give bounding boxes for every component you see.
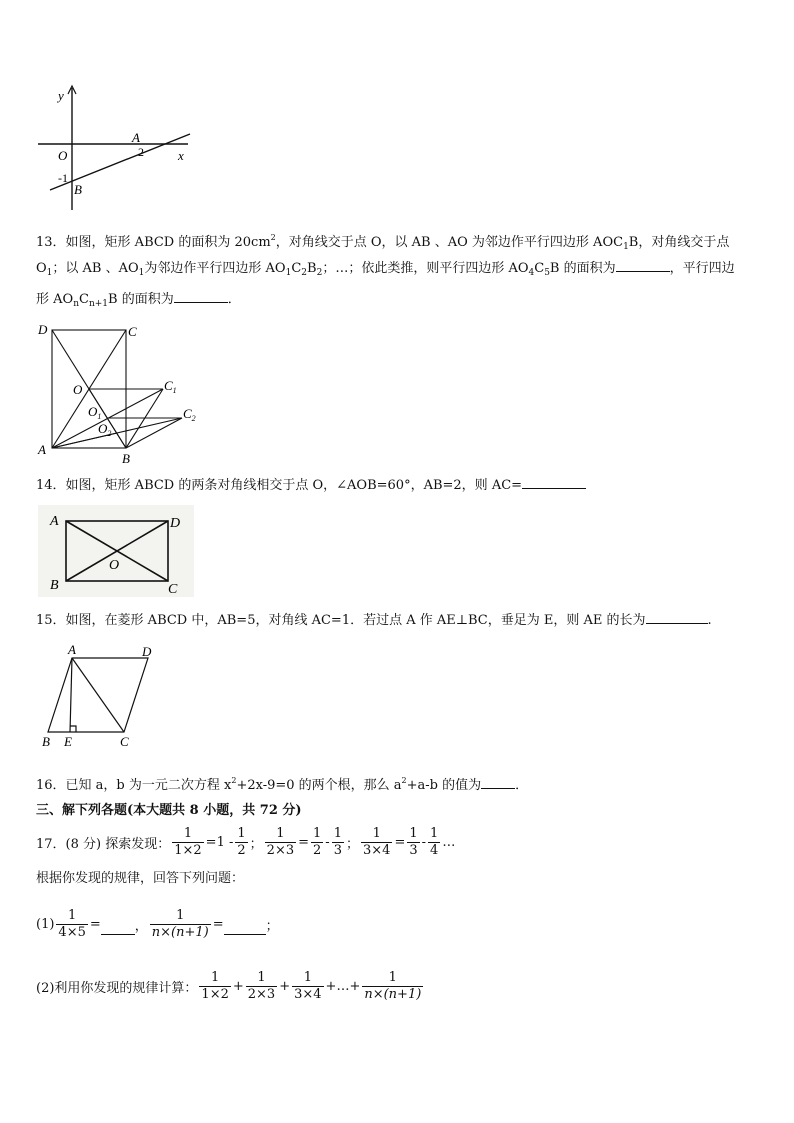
fraction: $\frac{1}{1\times 2}$	[201, 969, 229, 1002]
fig13-c2-label: $C_2$	[183, 406, 196, 423]
fig12-graph	[30, 82, 200, 212]
point-b-label: B	[74, 182, 82, 197]
tick-2-label: 2	[138, 145, 144, 159]
fraction: $\frac{1}{3\times 4}$	[363, 825, 391, 858]
fig15-b-label: B	[42, 734, 50, 749]
fraction: $\frac{1}{4\times 5}$	[58, 907, 86, 940]
fig15-c-label: C	[120, 734, 129, 749]
fig15-rhombus	[34, 640, 164, 752]
section-3-title: 三、解下列各题(本大题共 8 小题，共 72 分)	[36, 803, 302, 818]
fig14-b-label: B	[50, 578, 59, 593]
fig15-e-label: E	[64, 734, 72, 749]
fraction: $\frac{1}{1\times 2}$	[174, 825, 202, 858]
answer-blank[interactable]	[481, 776, 515, 789]
fraction: $\frac{1}{2\times 3}$	[266, 825, 295, 858]
q14-text: 14．如图，矩形 ABCD 的两条对角线相交于点 O，∠AOB=60°，AB=2，则 AC=	[36, 476, 586, 495]
q17-part2: (2)利用你发现的规律计算： $\frac{1}{1\times 2}$ + $\frac{1}{2\times 3}$ + $\frac{1}{3\times 4}$ +…+ $\frac{1}{n\times(n+1)}$	[36, 969, 422, 1002]
fig13-d-label: D	[38, 322, 48, 337]
q17-instruction: 根据你发现的规律，回答下列问题：	[36, 871, 245, 886]
answer-blank[interactable]	[101, 920, 135, 935]
fig14-d-label: D	[170, 516, 181, 531]
fraction: $\frac{1}{n\times(n+1)}$	[151, 907, 209, 940]
fraction: $\frac{1}{2\times 3}$	[247, 969, 276, 1002]
q13-line1: 13．如图，矩形 ABCD 的面积为 $20cm^2$，对角线交于点 O，以 AB 、AO 为邻边作平行四边形 $AOC_1B$，对角线交于点	[36, 233, 730, 252]
q13-line2: $O_1$；以 AB 、$AO_1$为邻边作平行四边形 $AO_1C_2B_2$；…；依此类推，则平行四边形 $AO_4C_5B$ 的面积为 ，平行四边	[36, 261, 735, 278]
graph-line	[50, 134, 190, 190]
answer-blank[interactable]	[174, 290, 228, 303]
q15-text: 15．如图，在菱形 ABCD 中，AB=5，对角线 AC=1．若过点 A 作 AE⊥BC，垂足为 E，则 AE 的长为 .	[36, 613, 712, 628]
fig13-b-label: B	[122, 451, 130, 466]
q16-text: 16．已知 a，b 为一元二次方程 $x^2+2x-9=0$ 的两个根，那么 $a^2+a-b$ 的值为 ．	[36, 776, 529, 793]
answer-blank[interactable]	[646, 611, 708, 624]
x-label: x	[178, 148, 184, 163]
fig14-o-label: O	[109, 558, 120, 573]
origin-label: O	[58, 148, 68, 163]
fig13-o1-label: $O_1$	[88, 404, 102, 421]
fig14-rectangle	[38, 505, 194, 597]
q17-part1: (1) $\frac{1}{4\times 5}$ = ， $\frac{1}{n\times(n+1)}$ = ；	[36, 907, 279, 940]
fraction: $\frac{1}{3}$	[333, 825, 342, 858]
q13-line3: 形 $AO_nC_{n+1}B$ 的面积为 ．	[36, 292, 241, 309]
fig14-a-label: A	[50, 514, 59, 529]
tick-neg1-label: -1	[58, 171, 68, 185]
fig13-rectangle-parallelograms	[30, 318, 210, 468]
fig13-o-label: O	[73, 382, 83, 397]
y-label: y	[58, 88, 64, 103]
fig14-c-label: C	[168, 582, 178, 597]
answer-blank[interactable]	[616, 259, 670, 272]
fig15-a-label: A	[68, 642, 76, 657]
fraction: $\frac{1}{2}$	[237, 825, 246, 858]
fraction: $\frac{1}{2}$	[313, 825, 322, 858]
fig13-c1-label: $C_1$	[164, 378, 177, 395]
fraction: $\frac{1}{4}$	[430, 825, 439, 858]
answer-blank[interactable]	[224, 920, 266, 935]
fig13-a-label: A	[38, 442, 46, 457]
fig13-o2-label: $O_2$	[98, 421, 112, 438]
point-a-label: A	[132, 130, 140, 145]
q17-discovery: 17．(8 分) 探索发现： $\frac{1}{1\times 2}$ =1 - $\frac{1}{2}$ ； $\frac{1}{2\times 3}$ = $\frac{1}{2}$ - $\frac{1}{3}$ ； $\frac{1}{3\times 4}$ = $\frac{1}{3}$ - $\frac{1}{4}$ …	[36, 825, 456, 858]
fraction: $\frac{1}{3}$	[409, 825, 418, 858]
fraction: $\frac{1}{3\times 4}$	[294, 969, 322, 1002]
fig13-c-label: C	[128, 324, 137, 339]
fig15-d-label: D	[142, 644, 152, 659]
fraction: $\frac{1}{n\times(n+1)}$	[364, 969, 422, 1002]
answer-blank[interactable]	[522, 476, 586, 489]
